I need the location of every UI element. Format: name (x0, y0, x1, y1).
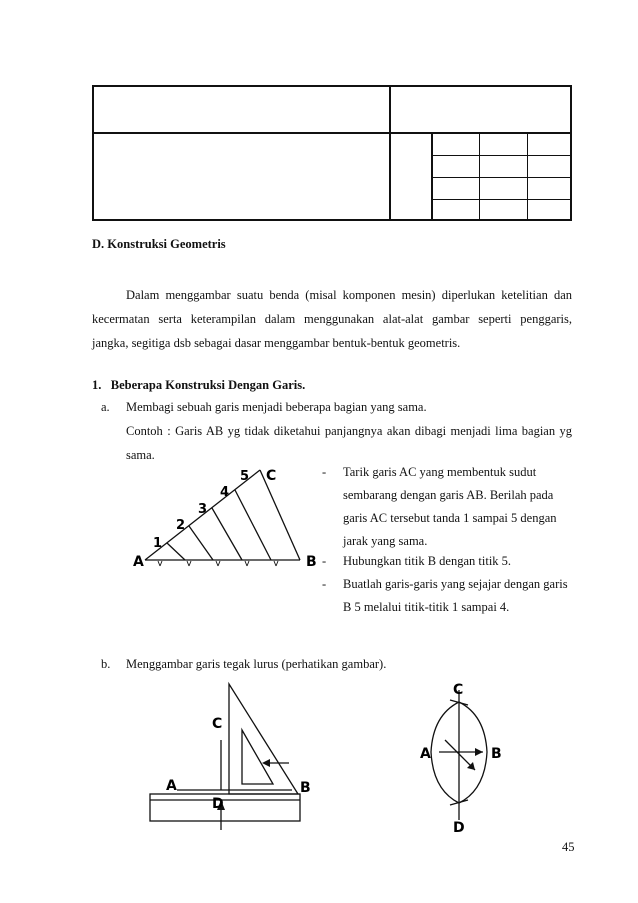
header-table-divider (389, 87, 391, 219)
label-b: B (300, 780, 311, 796)
parallel-line-1 (167, 543, 185, 560)
label-b: B (491, 746, 502, 762)
item-a-label: a. (101, 400, 110, 414)
item-b-title: Menggambar garis tegak lurus (perhatikan gambar). (126, 657, 387, 671)
paragraph-line: jangka, segitiga dsb sebagai dasar menggambar bentuk-bentuk geometris. (92, 336, 461, 350)
page-number: 45 (562, 840, 575, 854)
line-division-figure (125, 462, 320, 577)
step-line: Buatlah garis-garis yang sejajar dengan garis (343, 577, 568, 591)
step-line: jarak yang sama. (343, 534, 428, 548)
label-a: A (166, 778, 177, 794)
mark-label: 5 (240, 469, 250, 484)
compass-figure (415, 680, 515, 835)
header-table (92, 85, 572, 221)
step-marker: - (322, 554, 327, 568)
label-d: D (453, 820, 465, 835)
step-marker: - (322, 577, 327, 591)
label-a: A (420, 746, 431, 762)
step-line: Tarik garis AC yang membentuk sudut (343, 465, 537, 479)
mark-label: 1 (153, 536, 163, 551)
header-table-grid (431, 132, 572, 221)
step-marker: - (322, 465, 327, 479)
parallel-line-4 (235, 490, 271, 560)
parallel-line-3 (212, 508, 242, 560)
step-line: B 5 melalui titik-titik 1 sampai 4. (343, 600, 510, 614)
item-a-title: Membagi sebuah garis menjadi beberapa bagian yang sama. (126, 400, 427, 414)
section-heading: D. Konstruksi Geometris (92, 237, 226, 251)
item-a-example: Contoh : Garis AB yg tidak diketahui panjangnya akan dibagi menjadi lima bagian yg (126, 424, 572, 438)
step-line: Hubungkan titik B dengan titik 5. (343, 554, 512, 568)
item-a-example: sama. (126, 448, 155, 462)
parallel-line-2 (189, 526, 213, 560)
label-d: D (212, 796, 224, 812)
step-line: sembarang dengan garis AB. Berilah pada (343, 488, 554, 502)
label-c: C (266, 468, 277, 484)
set-square (229, 684, 298, 794)
mark-label: 3 (198, 502, 208, 517)
set-square-figure (140, 680, 320, 835)
step-line: garis AC tersebut tanda 1 sampai 5 dengan (343, 511, 557, 525)
mark-label: 2 (176, 518, 186, 533)
item-b-label: b. (101, 657, 111, 671)
label-a: A (133, 554, 144, 570)
label-b: B (306, 554, 317, 570)
set-square-inner (242, 730, 273, 784)
subsection-heading: 1. Beberapa Konstruksi Dengan Garis. (92, 378, 306, 392)
mark-label: 4 (220, 485, 230, 500)
label-c: C (212, 716, 223, 732)
paragraph-line: kecermatan serta keterampilan dalam menggunakan alat-alat gambar seperti penggaris, (92, 312, 572, 326)
label-c: C (453, 682, 464, 698)
paragraph-line: Dalam menggambar suatu benda (misal komponen mesin) diperlukan ketelitian dan (126, 288, 572, 302)
ruler (150, 794, 300, 821)
